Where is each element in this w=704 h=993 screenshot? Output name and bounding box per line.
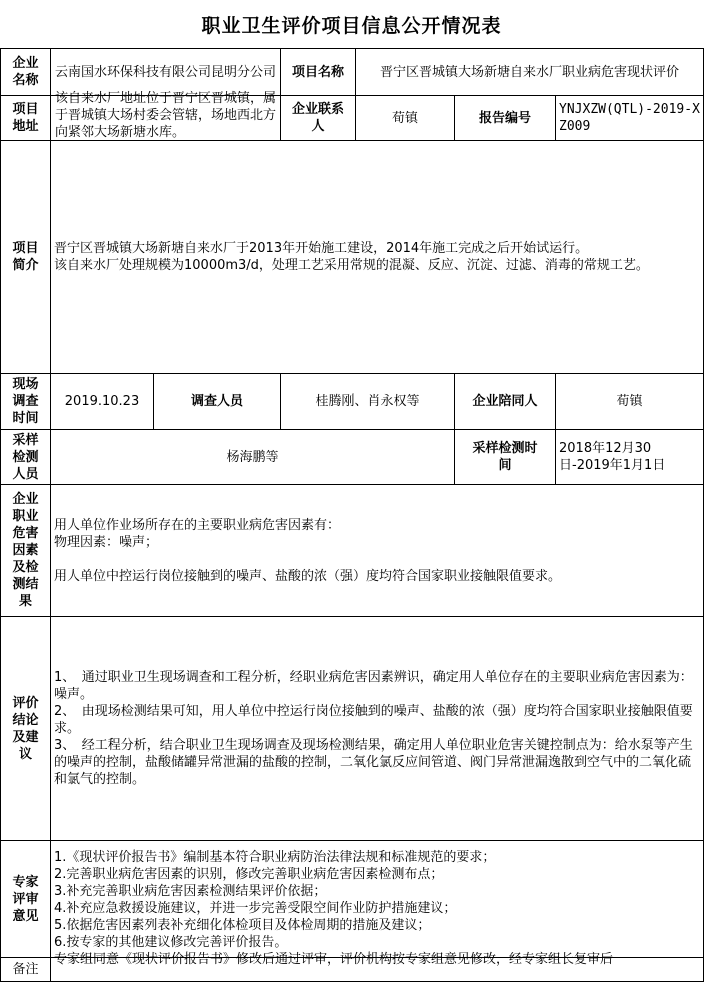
expert-item-4: 4.补充应急救援设施建议，并进一步完善受限空间作业防护措施建议；	[54, 901, 457, 916]
row-address	[1, 96, 704, 141]
value-survey-time: 2019.10.23	[51, 374, 154, 430]
label-company-contact: 企业联系 人	[281, 96, 356, 141]
expert-item-1: 1.《现状评价报告书》编制基本符合职业病防治法律法规和标准规范的要求；	[54, 850, 496, 865]
label-project-intro: 项目 简介	[1, 141, 51, 374]
hazards-line-4: 用人单位中控运行岗位接触到的噪声、盐酸的浓（强）度均符合国家职业接触限值要求。	[54, 568, 562, 584]
expert-item-7: 专家组同意《现状评价报告书》修改后通过评审，评价机构按专家组意见修改，经专家组长复审后	[54, 952, 614, 967]
label-project-address: 项目 地址	[1, 96, 51, 141]
label-sampling-staff: 采样 检测 人员	[1, 430, 51, 485]
value-project-name: 晋宁区晋城镇大场新塘自来水厂职业病危害现状评价	[356, 49, 704, 96]
row-project-intro	[1, 141, 704, 374]
label-survey-time: 现场 调查 时间	[1, 374, 51, 430]
row-conclusion	[1, 617, 704, 841]
intro-line-2: 该自来水厂处理规模为10000m3/d，处理工艺采用常规的混凝、反应、沉淀、过滤、消毒的常规工艺。	[54, 258, 649, 273]
value-project-address: 该自来水厂地址位于晋宁区晋城镇，属于晋城镇大场村委会管辖，场地西北方向紧邻大场新塘水库。	[55, 91, 277, 140]
hazards-line-2: 物理因素：噪声；	[54, 534, 159, 550]
label-company-escort: 企业陪同人	[455, 374, 556, 430]
expert-item-6: 6.按专家的其他建议修改完善评价报告。	[54, 935, 288, 950]
label-sampling-time: 采样检测时 间	[455, 430, 556, 485]
conclusion-item-3: 3、 经工程分析，结合职业卫生现场调查及现场检测结果，确定用人单位职业危害关键控制点为：给水泵等产生的噪声的控制，盐酸储罐异常泄漏的盐酸的控制，二氧化氯反应间管道、阀门异常泄漏逸散到空气中的二氧化硫和氯气的控制。	[54, 738, 693, 787]
row-hazards	[1, 485, 704, 617]
expert-item-3: 3.补充完善职业病危害因素检测结果评价依据；	[54, 884, 327, 899]
value-company-escort: 荀镇	[556, 374, 704, 430]
hazards-line-3	[54, 551, 700, 568]
label-company-name: 企业 名称	[1, 49, 51, 96]
label-report-no: 报告编号	[455, 96, 556, 141]
expert-item-2: 2.完善职业病危害因素的识别，修改完善职业病危害因素检测布点；	[54, 867, 444, 882]
conclusion-item-2: 2、 由现场检测结果可知，用人单位中控运行岗位接触到的噪声、盐酸的浓（强）度均符合国家职业接触限值要求。	[54, 704, 693, 736]
label-conclusion: 评价 结论 及建 议	[1, 617, 51, 841]
intro-line-1: 晋宁区晋城镇大场新塘自来水厂于2013年开始施工建设，2014年施工完成之后开始试运行。	[54, 241, 589, 256]
value-company-name: 云南国水环保科技有限公司昆明分公司	[51, 49, 281, 96]
row-expert	[1, 841, 704, 958]
value-report-no: YNJXZW(QTL)-2019-XZ009	[556, 96, 704, 141]
row-sampling	[1, 430, 704, 485]
info-table	[0, 48, 704, 982]
label-expert: 专家 评审 意见	[1, 841, 51, 958]
conclusion-item-1: 1、 通过职业卫生现场调查和工程分析，经职业病危害因素辨识，确定用人单位存在的主要职业病危害因素为：噪声。	[54, 670, 693, 702]
row-company	[1, 49, 704, 96]
expert-item-5: 5.依据危害因素列表补充细化体检项目及体检周期的措施及建议；	[54, 918, 431, 933]
page-title: 职业卫生评价项目信息公开情况表	[201, 14, 502, 37]
hazards-line-1: 用人单位作业场所存在的主要职业病危害因素有：	[54, 517, 341, 533]
label-remark: 备注	[1, 958, 51, 982]
value-sampling-staff: 杨海鹏等	[51, 430, 455, 485]
label-surveyors: 调查人员	[154, 374, 281, 430]
value-company-contact: 荀镇	[356, 96, 455, 141]
value-surveyors: 桂腾刚、肖永权等	[281, 374, 455, 430]
label-hazards: 企业 职业 危害 因素 及检 测结 果	[1, 485, 51, 617]
row-survey	[1, 374, 704, 430]
value-sampling-time: 2018年12月30日-2019年1月1日	[556, 430, 704, 485]
label-project-name: 项目名称	[281, 49, 356, 96]
